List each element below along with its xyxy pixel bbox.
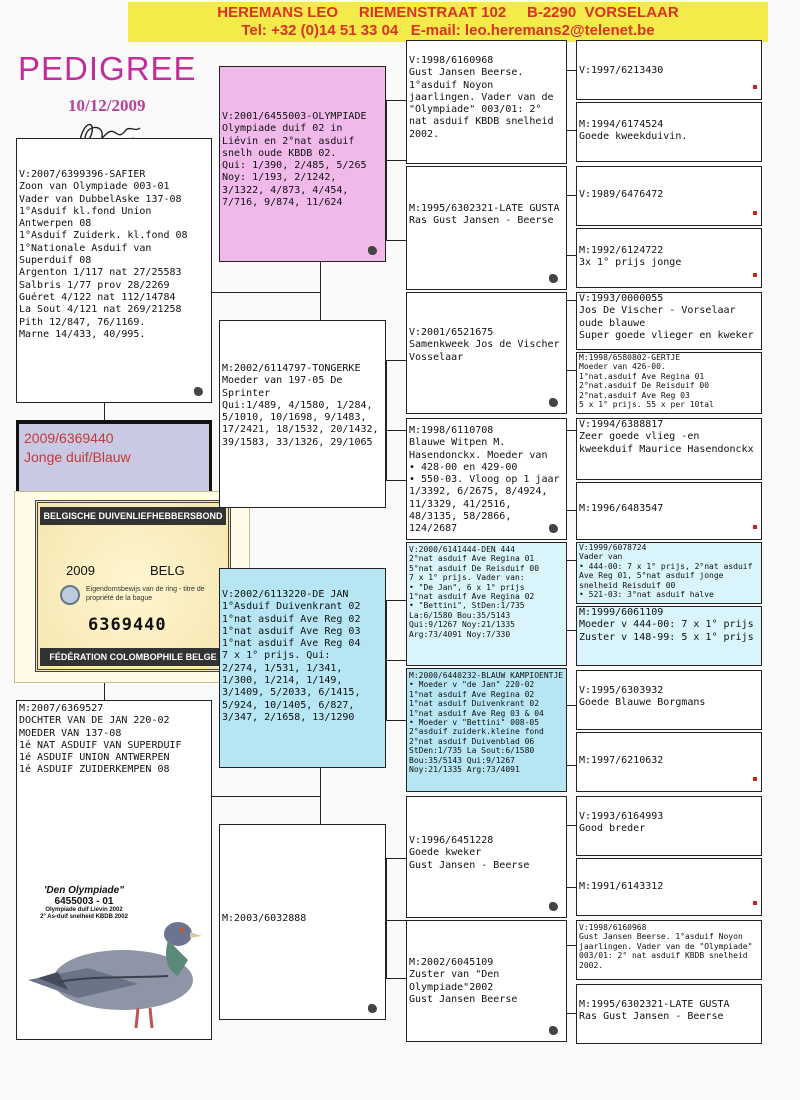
header-contact: Tel: +32 (0)14 51 33 04 E-mail: leo.heremans2@telenet.be: [241, 22, 655, 39]
gggp-text: M:1994/6174524 Goede kweekduivin.: [579, 119, 688, 143]
marker-icon: [194, 387, 203, 396]
subject-bird-description: Jonge duif/Blauw: [24, 449, 131, 465]
connector: [212, 796, 320, 797]
ggp-card: [406, 166, 567, 290]
connector: [566, 255, 576, 256]
marker-icon: [753, 211, 757, 215]
header-address: HEREMANS LEO RIEMENSTRAAT 102 B-2290 VORSELAAR: [217, 4, 679, 21]
grandfather-paternal-card: [219, 66, 386, 262]
connector: [386, 430, 406, 431]
ring-note: Eigendomsbewijs van de ring - titre de propriété de la bague: [86, 586, 205, 602]
ggp-text: V:2001/6521675 Samenkweek Jos de Vischer Vosselaar: [409, 327, 560, 363]
marker-icon: [549, 1026, 558, 1035]
photo-caption-ring: 6455003 - 01: [54, 896, 114, 907]
connector: [566, 765, 576, 766]
connector: [320, 768, 321, 824]
father-card: [16, 138, 212, 403]
connector: [212, 292, 320, 293]
marker-icon: [753, 901, 757, 905]
connector: [566, 510, 576, 511]
gggp-card: [576, 984, 762, 1044]
ggp-card: [406, 418, 567, 540]
gggp-card: [576, 166, 762, 226]
connector: [386, 600, 387, 720]
ring-issuer-top: BELGISCHE DUIVENLIEFHEBBERSBOND: [40, 507, 226, 525]
photo-caption-note: Olympiade duif Lievin 2002 2° As-duif snelheid KBDB 2002: [40, 907, 128, 920]
connector: [386, 240, 406, 241]
connector: [386, 858, 406, 859]
grandfather-paternal-text: V:2001/6455003-OLYMPIADE Olympiade duif 02 in Liévin en 2°nat asduif snelh oude KBDB 02. Qui: 1/390, 2/485, 5/265 Noy: 1/193, 2/1242, 3/1322, 4/873, 4/454, 7/716, 9/874, 11/624: [222, 111, 367, 209]
connector: [566, 705, 576, 706]
gggp-text: M:1991/6143312: [579, 881, 664, 892]
connector: [104, 683, 105, 700]
gggp-card: [576, 228, 762, 288]
gggp-card: [576, 670, 762, 730]
gggp-text: V:1993/6164993 Good breder: [579, 811, 664, 835]
connector: [386, 480, 406, 481]
gggp-text: M:1992/6124722 3x 1° prijs jonge: [579, 245, 682, 269]
gggp-card: [576, 102, 762, 162]
grandfather-maternal-card: [219, 568, 386, 768]
ggp-card: [406, 542, 567, 666]
connector: [386, 600, 406, 601]
connector: [386, 100, 406, 101]
gggp-card: [576, 920, 762, 980]
gggp-text: V:1998/6160968 Gust Jansen Beerse. 1°asduif Noyon jaarlingen. Vader van de "Olympiade" 003/01: 2° nat asduif KBDB snelheid 2002.: [579, 923, 753, 970]
marker-icon: [549, 398, 558, 407]
ring-issuer-bottom: FÉDÉRATION COLOMBOPHILE BELGE: [40, 648, 226, 666]
ring-year: 2009: [66, 563, 95, 578]
grandmother-paternal-text: M:2002/6114797-TONGERKE Moeder van 197-05 De Sprinter Qui:1/489, 4/1580, 1/284, 5/1010, 10/1698, 9/1483, 17/2421, 18/1532, 20/1432, 39/1583, 33/1326, 29/1065: [222, 363, 379, 448]
grandfather-maternal-text: V:2002/6113220-DE JAN 1°Asduif Duivenkrant 02 1°nat asduif Ave Reg 02 1°nat asduif Ave Reg 03 1°nat asduif Ave Reg 04 7 x 1° prijs. Qui: 2/274, 1/531, 1/341, 1/300, 1/214, 1/149, 3/1409, 5/2033, 6/1415, 5/924, 10/1405, 6/827, 3/347, 2/1658, 13/1290: [222, 589, 361, 723]
marker-icon: [753, 273, 757, 277]
connector: [566, 887, 576, 888]
subject-bird-ring: 2009/6369440: [24, 430, 114, 446]
marker-icon: [368, 246, 377, 255]
gggp-text: M:1998/6580802-GERTJE Moeder van 426-00. 1°nat.asduif Ave Regina 01 2°nat.asduif De Reisduif 00 2°nat.asduif Ave Reg 03 5 x 1° prijs. 55 x per 10tal: [579, 353, 714, 410]
mother-text: M:2007/6369527 DOCHTER VAN DE JAN 220-02 MOEDER VAN 137-08 1é NAT ASDUIF VAN SUPERDUIF 1é ASDUIF UNION ANTWERPEN 1é ASDUIF ZUIDERKEMPEN 08: [19, 703, 182, 776]
gggp-card: [576, 40, 762, 100]
gggp-text: V:1993/0000055 Jos De Vischer - Vorselaar oude blauwe Super goede vlieger en kweker: [579, 293, 754, 341]
connector: [566, 825, 576, 826]
pedigree-date: 10/12/2009: [68, 96, 146, 115]
gggp-text: V:1997/6213430: [579, 65, 664, 76]
gggp-card: [576, 606, 762, 666]
gggp-text: V:1999/6078724 Vader van • 444-00: 7 x 1° prijs, 2°nat asduif Ave Reg 01, 5°nat asduif jonge snelheid Reisduif 00 • 521-03: 3°nat asduif halve: [579, 543, 753, 600]
gggp-text: M:1997/6210632: [579, 755, 664, 766]
connector: [104, 403, 105, 420]
gggp-card: [576, 796, 762, 856]
ggp-card: [406, 292, 567, 414]
connector: [566, 630, 576, 631]
gggp-card: [576, 418, 762, 480]
ring-hole-icon: [60, 585, 80, 605]
grandmother-maternal-text: M:2003/6032888: [222, 913, 307, 924]
gggp-text: M:1996/6483547: [579, 503, 664, 514]
marker-icon: [753, 525, 757, 529]
connector: [566, 370, 576, 371]
connector: [566, 1013, 576, 1014]
grandmother-paternal-card: [219, 320, 386, 508]
gggp-text: M:1999/6061109 Moeder v 444-00: 7 x 1° prijs Zuster v 148-99: 5 x 1° prijs: [579, 607, 754, 643]
ggp-card: [406, 920, 567, 1042]
connector: [386, 360, 406, 361]
connector: [566, 130, 576, 131]
connector: [566, 945, 576, 946]
connector: [386, 858, 387, 978]
ring-country: BELG: [150, 563, 185, 578]
connector: [566, 430, 576, 431]
ggp-text: M:1995/6302321-LATE GUSTA Ras Gust Jansen - Beerse: [409, 203, 560, 227]
connector: [386, 160, 406, 161]
gggp-card: [576, 732, 762, 792]
ggp-text: M:2000/6440232-BLAUW KAMPIOENTJE • Moeder v "de Jan" 220-02 1°nat asduif Ave Regina 02 1°nat asduif Duivenkrant 02 1°nat asduif Ave Reg 03 & 04 • Moeder v "Bettini" 008-05 2°asduif zuiderk.kleine fond 2°nat asduif Duivenblad 06 StDen:1/735 La Sout:6/1580 Bou:35/5143 Qui:9/1267 Noy:21/1335 Arg:73/4091: [409, 671, 564, 775]
connector: [566, 300, 576, 301]
marker-icon: [549, 274, 558, 283]
gggp-card: [576, 292, 762, 350]
marker-icon: [753, 85, 757, 89]
connector: [566, 560, 576, 561]
marker-icon: [549, 902, 558, 911]
gggp-text: V:1989/6476472: [579, 189, 664, 200]
gggp-card: [576, 858, 762, 916]
gggp-text: V:1994/6388817 Zeer goede vlieg -en kweekduif Maurice Hasendonckx: [579, 419, 754, 455]
gggp-text: V:1995/6303932 Goede Blauwe Borgmans: [579, 685, 706, 709]
ring-certificate-frame: [35, 500, 231, 672]
ggp-card: [406, 668, 567, 792]
gggp-text: M:1995/6302321-LATE GUSTA Ras Gust Jansen - Beerse: [579, 999, 730, 1023]
ggp-text: V:2000/6141444-DEN 444 2°nat asduif Ave Regina 01 5°nat asduif De Reisduif 00 7 x 1° prijs. Vader van: • "De Jan", 6 x 1° prijs 1°nat asduif Ave Regina 02 • "Bettini", StDen:1/735 La:6/1580 Bou:35/5143 Qui:9/1267 Noy:21/1335 Arg:73/4091 Noy:7/330: [409, 545, 540, 639]
ggp-text: M:2002/6045109 Zuster van "Den Olympiade"2002 Gust Jansen Beerse: [409, 957, 518, 1005]
connector: [386, 720, 406, 721]
ggp-text: V:1998/6160968 Gust Jansen Beerse. 1°asduif Noyon jaarlingen. Vader van de "Olympiade" 003/01: 2° nat asduif KBDB snelheid 2002.: [409, 55, 554, 140]
gggp-card: [576, 352, 762, 414]
ggp-card: [406, 796, 567, 918]
ggp-text: M:1998/6110708 Blauwe Witpen M. Hasendonckx. Moeder van • 428-00 en 429-00 • 550-03. Vloog op 1 jaar 1/3392, 6/2675, 8/4924, 11/3329, 41/2516, 48/3135, 58/2866, 124/2687: [409, 425, 560, 535]
connector: [566, 70, 576, 71]
connector: [386, 100, 387, 240]
ggp-text: V:1996/6451228 Goede kweker Gust Jansen - Beerse: [409, 835, 530, 871]
connector: [386, 978, 406, 979]
page-title: PEDIGREE: [18, 50, 197, 87]
marker-icon: [368, 1004, 377, 1013]
connector: [386, 920, 406, 921]
connector: [386, 360, 387, 480]
connector: [386, 660, 406, 661]
photo-caption: [34, 885, 134, 921]
father-text: V:2007/6399396-SAFIER Zoon van Olympiade 003-01 Vader van DubbelAske 137-08 1°Asduif kl.fond Union Antwerpen 08 1°Asduif Zuiderk. kl.fond 08 1°Nationale Asduif van Superduif 08 Argenton 1/117 nat 27/25583 Salbris 1/77 prov 28/2269 Guéret 4/122 nat 112/14784 La Sout 4/121 nat 269/21258 Pith 12/847, 76/1169. Marne 14/433, 40/995.: [19, 169, 188, 340]
marker-icon: [753, 777, 757, 781]
connector: [566, 195, 576, 196]
photo-caption-name: 'Den Olympiade": [44, 885, 124, 896]
ggp-card: [406, 40, 567, 164]
connector: [320, 262, 321, 320]
marker-icon: [549, 524, 558, 533]
grandmother-maternal-card: [219, 824, 386, 1020]
gggp-card: [576, 542, 762, 604]
gggp-card: [576, 482, 762, 540]
ring-number: 6369440: [88, 615, 167, 635]
ring-certificate: [14, 491, 250, 683]
